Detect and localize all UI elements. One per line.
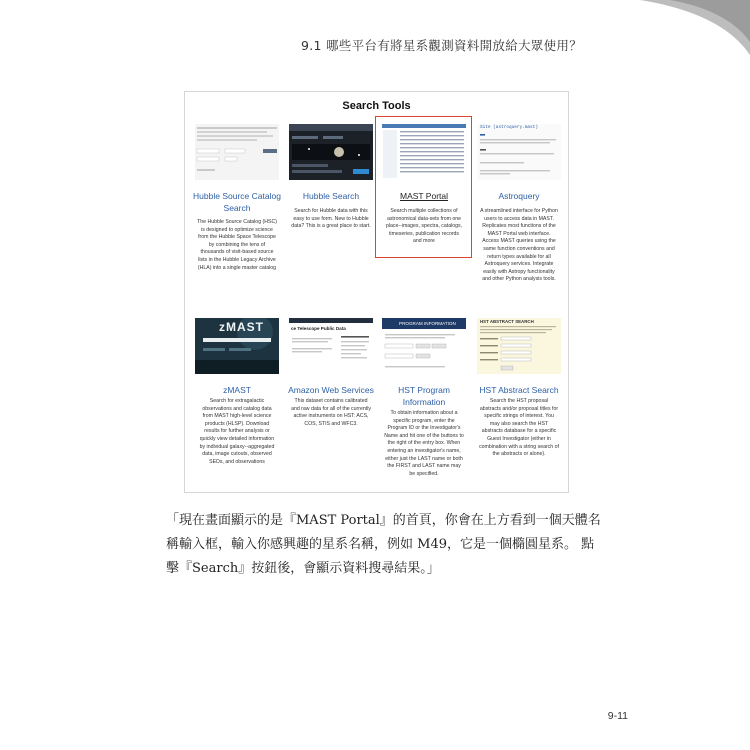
body-line: 稱輸入框，輸入你感興趣的星系名稱，例如 M49，它是一個橢圓星系。 點 bbox=[166, 537, 595, 552]
card-title: Hubble Source Catalog Search bbox=[193, 191, 281, 213]
thumbnail-program-info bbox=[382, 318, 466, 374]
card-description: Search for extragalactic observations and catalog data from MAST high-level science products (HLSP). Download results for further analysis or quickly view detailed information by individual galaxy--aggregated data, image cutouts, observed SEDs, and observations bbox=[199, 398, 275, 465]
card-description: The Hubble Source Catalog (HSC) is designed to optimize science from the Hubble Space Telescope by combining the tens of thousands of visit-based source lists in the Hubble Legacy Archive (HLA) into a single master catalog bbox=[197, 219, 277, 271]
card-title: HST Abstract Search bbox=[479, 385, 559, 395]
astroquery-thumb-title: Site (astroquery.mast) bbox=[480, 125, 538, 130]
zmast-thumb-logo: zMAST bbox=[219, 320, 264, 334]
figure-title: Search Tools bbox=[342, 100, 411, 112]
body-line: 擊『Search』按鈕後，會顯示資料搜尋結果。」 bbox=[166, 561, 440, 576]
page-corner-decoration bbox=[580, 0, 750, 60]
mast-portal-highlight-box bbox=[375, 116, 472, 258]
card-title: Hubble Search bbox=[302, 191, 360, 201]
thumbnail-hsc bbox=[195, 124, 279, 180]
program-thumb-banner: PROGRAM INFORMATION bbox=[399, 321, 456, 326]
thumbnail-abstract-search bbox=[477, 318, 561, 374]
card-title: Astroquery bbox=[498, 191, 540, 201]
thumbnail-zmast bbox=[195, 318, 279, 374]
abstract-thumb-heading: HST ABSTRACT SEARCH bbox=[480, 319, 534, 324]
thumbnail-astroquery bbox=[477, 124, 561, 180]
card-description: To obtain information about a specific program, enter the Program ID or the Investigator's Name and hit one of the buttons to the right of the entry box. When entering an investigator's name, either just the LAST name or both the FIRST and LAST name may be specified. bbox=[384, 410, 464, 477]
card-description: Search for Hubble data with this easy to use form. New to Hubble data? This is a great place to start. bbox=[291, 208, 371, 230]
card-title: HST Program Information bbox=[398, 385, 450, 407]
card-description: Search multiple collections of astronomical data-sets from one place--images, spectra, catalogs, timeseries, publication records and more bbox=[385, 208, 463, 245]
thumbnail-aws bbox=[289, 318, 373, 374]
page-number: 9-11 bbox=[607, 710, 628, 722]
search-tools-figure bbox=[184, 91, 569, 493]
body-paragraph bbox=[166, 509, 606, 581]
thumbnail-hubble-search bbox=[289, 124, 373, 180]
body-line: 「現在畫面顯示的是『MAST Portal』的首頁，你會在上方看到一個天體名 bbox=[166, 513, 601, 528]
chapter-header: 9.1 哪些平台有將星系觀測資料開放給大眾使用？ bbox=[300, 38, 582, 53]
card-title: zMAST bbox=[223, 385, 251, 395]
card-title: Amazon Web Services bbox=[288, 385, 374, 395]
aws-thumb-heading: ce Telescope Public Data bbox=[291, 326, 346, 331]
card-description: Search the HST proposal abstracts and/or proposal titles for specific strings of interest. You may also search the HST abstracts database for a specific Guest Investigator (either in combination with a string search of the abstracts or alone). bbox=[479, 398, 559, 458]
card-description: A streamlined interface for Python users to access data in MAST. Replicates most functions of the MAST Portal web interface. Access MAST queries using the same function conventions and return types available for all Astroquery services. Integrate easily with Astropy functionality and other Python analysis tools. bbox=[480, 208, 558, 283]
card-description: This dataset contains calibrated and raw data for all of the currently active instruments on HST: ACS, COS, STIS and WFC3. bbox=[291, 398, 371, 427]
card-title[interactable]: MAST Portal bbox=[399, 191, 449, 201]
